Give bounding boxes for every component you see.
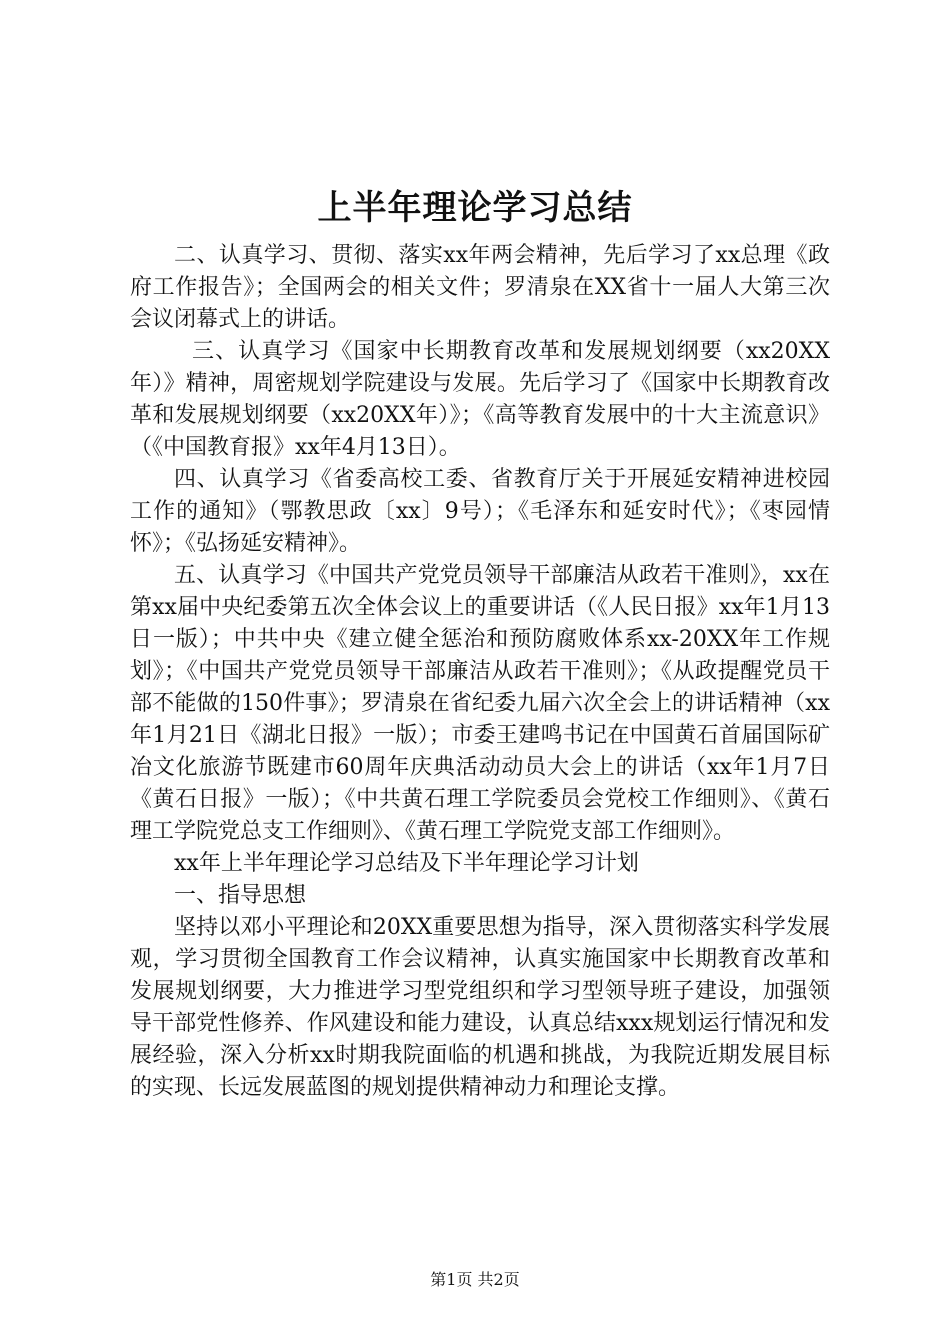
page-indicator: 第1页 共2页 [430, 1270, 520, 1289]
subheading-guiding-ideology: 一、指导思想 [174, 883, 307, 908]
paragraph-section-4: 四、认真学习《省委高校工委、省教育厅关于开展延安精神进校园工作的通知》（鄂教思政〔xx〕9号）；《毛泽东和延安时代》；《枣园情怀》；《弘扬延安精神》。 [130, 467, 830, 556]
paragraph-section-3: 三、认真学习《国家中长期教育改革和发展规划纲要（xx20XX年）》精神，周密规划学院建设与发展。先后学习了《国家中长期教育改革和发展规划纲要（xx20XX年）》；《高等教育发展中的十大主流意识》（《中国教育报》xx年4月13日）。 [130, 339, 830, 460]
subheading-plan: xx年上半年理论学习总结及下半年理论学习计划 [174, 851, 639, 876]
paragraph-section-5: 五、认真学习《中国共产党党员领导干部廉洁从政若干准则》，xx在第xx届中央纪委第五次全体会议上的重要讲话（《人民日报》xx年1月13日一版）；中共中央《建立健全惩治和预防腐败体系xx-20XX年工作规划》；《中国共产党党员领导干部廉洁从政若干准则》；《从政提醒党员干部不能做的150件事》；罗清泉在省纪委九届六次全会上的讲话精神（xx年1月21日《湖北日报》一版）；市委王建鸣书记在中国黄石首届国际矿冶文化旅游节既建市60周年庆典活动动员大会上的讲话（xx年1月7日《黄石日报》一版）；《中共黄石理工学院委员会党校工作细则》、《黄石理工学院党总支工作细则》、《黄石理工学院党支部工作细则》。 [130, 563, 830, 844]
document-title: 上半年理论学习总结 [317, 188, 633, 228]
document-body [130, 240, 830, 1104]
paragraph-guiding-ideology: 坚持以邓小平理论和20XX重要思想为指导，深入贯彻落实科学发展观，学习贯彻全国教育工作会议精神，认真实施国家中长期教育改革和发展规划纲要，大力推进学习型党组织和学习型领导班子建设，加强领导干部党性修养、作风建设和能力建设，认真总结xxx规划运行情况和发展经验，深入分析xx时期我院面临的机遇和挑战，为我院近期发展目标的实现、长远发展蓝图的规划提供精神动力和理论支撑。 [130, 915, 830, 1100]
paragraph-section-2: 二、认真学习、贯彻、落实xx年两会精神，先后学习了xx总理《政府工作报告》；全国两会的相关文件；罗清泉在XX省十一届人大第三次会议闭幕式上的讲话。 [130, 243, 830, 332]
